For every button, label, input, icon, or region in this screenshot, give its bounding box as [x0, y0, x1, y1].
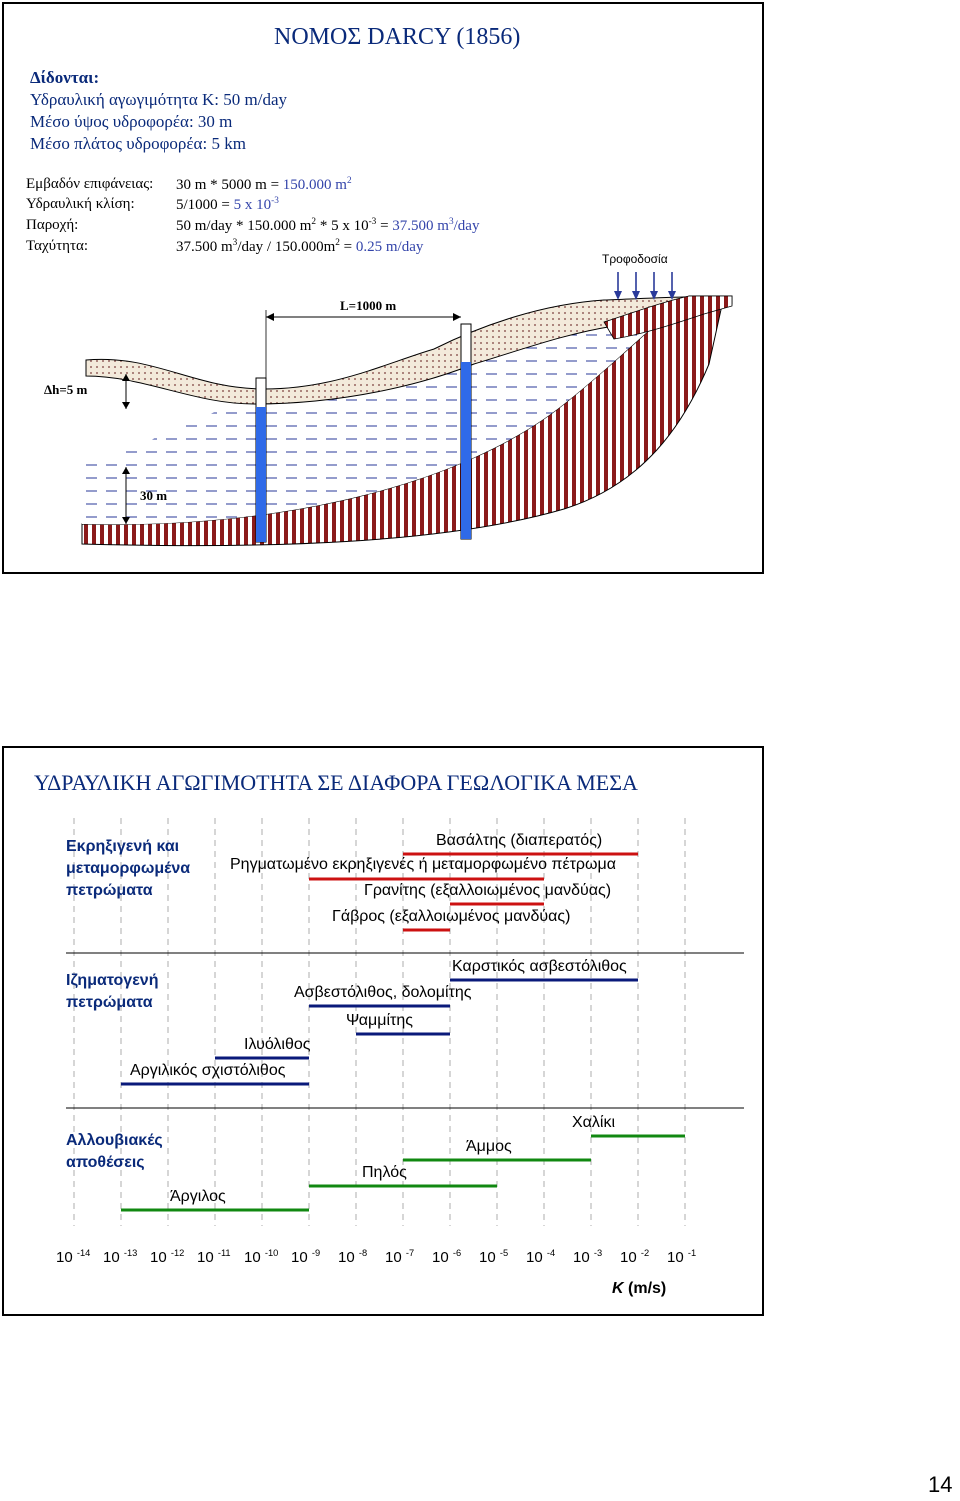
rock-label-basalt: Βασάλτης (διαπερατός) [436, 832, 603, 849]
axis-tick-label: 10 $^{-10}$ [244, 1248, 279, 1266]
category-igneous [66, 836, 190, 902]
category-line: πετρώματα [66, 994, 153, 1011]
rock-label-silt: Πηλός [362, 1164, 407, 1181]
axis-tick-label: 10 $^{-14}$ [56, 1248, 91, 1266]
rock-label-clay: Άργιλος [170, 1188, 226, 1205]
axis-tick-label: 10 $^{-12}$ [150, 1248, 185, 1266]
axis-tick-label: 10 $^{-4}$ [526, 1248, 556, 1266]
darcy-slide [2, 2, 764, 574]
axis-tick-label: 10 $^{-3}$ [573, 1248, 603, 1266]
conductivity-slide [2, 746, 764, 1316]
axis-label-symbol: K [612, 1280, 624, 1297]
rock-label-gabbro: Γάβρος (εξαλλοιωμένος μανδύας) [332, 908, 571, 925]
rock-label-sand: Άμμος [466, 1138, 512, 1155]
axis-label-units: (m/s) [623, 1280, 667, 1297]
given-line: Μέσο πλάτος υδροφορέα: 5 km [30, 134, 246, 153]
axis-tick-label: 10 $^{-13}$ [103, 1248, 138, 1266]
area-value: 30 m * 5000 m = 150.000 $m^2$ [176, 176, 352, 193]
rock-label-sandstone: Ψαμμίτης [346, 1012, 413, 1029]
discharge-label: Παροχή: [26, 217, 79, 233]
aquifer-diagram [4, 4, 762, 572]
conductivity-chart [4, 748, 762, 1314]
rock-label-shale: Αργιλικός σχιστόλιθος [130, 1062, 286, 1079]
category-line: μεταμορφωμένα [66, 860, 191, 877]
slide-title: ΝΟΜΟΣ DARCY (1856) [274, 24, 521, 50]
rock-label-granite: Γρανίτης (εξαλλοιωμένος μανδύας) [364, 882, 612, 899]
head-difference-label: Δh=5 m [44, 382, 88, 397]
axis-tick-label: 10 $^{-8}$ [338, 1248, 368, 1266]
category-alluvial [66, 1130, 163, 1174]
axis-label [612, 1280, 666, 1298]
rock-label-limestone: Ασβεστόλιθος, δολομίτης [294, 984, 472, 1001]
recharge-label: Τροφοδοσία [602, 252, 668, 266]
rock-label-siltstone: Ιλυόλιθος [244, 1036, 311, 1053]
rock-label-fractured: Ρηγματωμένο εκρηξιγενές ή μεταμορφωμένο πέτρωμα [230, 856, 616, 873]
axis-tick-label: 10 $^{-7}$ [385, 1248, 415, 1266]
axis-tick-label: 10 $^{-6}$ [432, 1248, 462, 1266]
area-label: Εμβαδόν επιφάνειας: [26, 176, 154, 192]
gradient-label: Υδραυλική κλίση: [26, 196, 135, 212]
rock-label-gravel: Χαλίκι [572, 1114, 616, 1131]
given-heading: Δίδονται: [30, 68, 100, 87]
given-line: Υδραυλική αγωγιμότητα K: 50 m/day [30, 90, 288, 109]
axis-tick-label: 10 $^{-11}$ [197, 1248, 231, 1266]
velocity-label: Ταχύτητα: [26, 238, 88, 254]
axis-tick-label: 10 $^{-9}$ [291, 1248, 321, 1266]
category-sedimentary [66, 970, 158, 1014]
thickness-label: 30 m [140, 488, 168, 503]
category-line: πετρώματα [66, 882, 153, 899]
category-line: Αλλουβιακές [66, 1132, 163, 1149]
given-line: Μέσο ύψος υδροφορέα: 30 m [30, 112, 233, 131]
category-line: Ιζηματογενή [66, 972, 159, 989]
slide-title: ΥΔΡΑΥΛΙΚΗ ΑΓΩΓΙΜΟΤΗΤΑ ΣΕ ΔΙΑΦΟΡΑ ΓΕΩΛΟΓΙΚΑ ΜΕΣΑ [34, 770, 638, 795]
velocity-value: 37.500 $m^3$/day / $150.000m^2 = 0.25$ m/day [176, 238, 424, 255]
well-left-water [256, 407, 266, 542]
length-label: L=1000 m [340, 298, 397, 313]
page-number: 14 [928, 1472, 953, 1497]
axis-tick-label: 10 $^{-5}$ [479, 1248, 509, 1266]
axis-tick-label: 10 $^{-2}$ [620, 1248, 650, 1266]
gradient-value: 5/1000 = 5 x $10^{-3}$ [176, 196, 279, 213]
well-right-water [461, 362, 471, 539]
axis-tick-label: 10 $^{-1}$ [667, 1248, 697, 1266]
category-line: Εκρηξιγενή και [66, 838, 180, 855]
rock-label-karst: Καρστικός ασβεστόλιθος [452, 958, 627, 975]
discharge-value: 50 m/day * 150.000 $m^2 * 5$ x $10^{-3} = 37.500$ $m^3$/day [176, 217, 480, 234]
category-line: αποθέσεις [66, 1154, 145, 1171]
